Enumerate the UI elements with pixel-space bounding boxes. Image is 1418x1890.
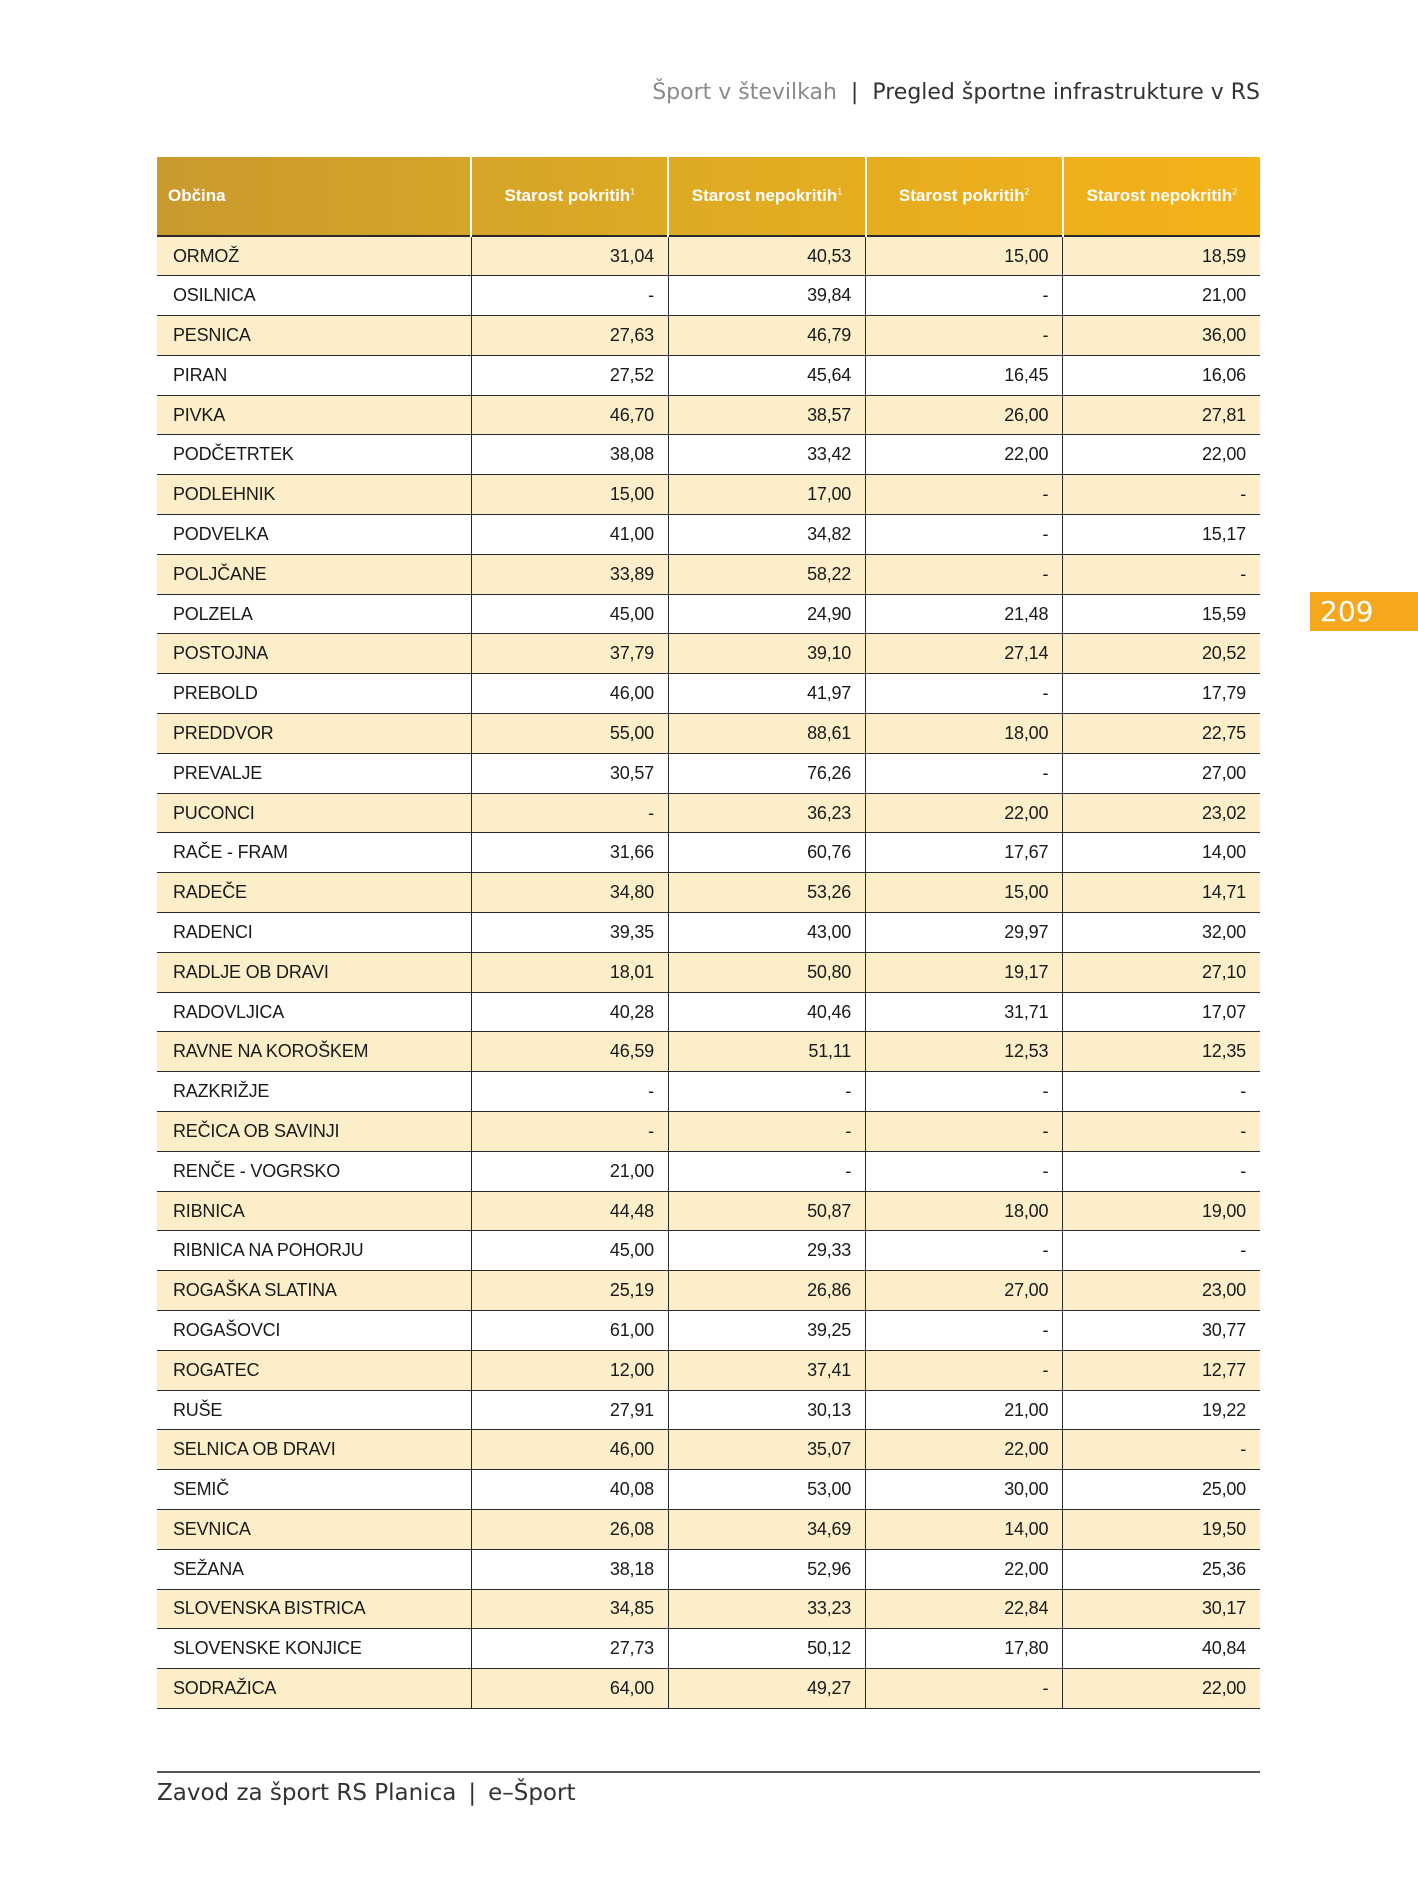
table-row — [157, 1032, 1260, 1072]
age-value: 52,96 — [668, 1549, 865, 1589]
age-value: 22,00 — [866, 1549, 1063, 1589]
age-value: 21,00 — [1063, 276, 1260, 316]
age-value: - — [1063, 1151, 1260, 1191]
municipality-name: PREBOLD — [157, 674, 471, 714]
age-value: 17,07 — [1063, 992, 1260, 1032]
age-value: 14,71 — [1063, 873, 1260, 913]
age-value: 27,63 — [471, 316, 668, 356]
age-value: - — [471, 276, 668, 316]
municipality-name: RUŠE — [157, 1390, 471, 1430]
table-row — [157, 594, 1260, 634]
age-value: 39,25 — [668, 1311, 865, 1351]
age-value: 46,00 — [471, 674, 668, 714]
age-value: 27,52 — [471, 355, 668, 395]
age-value: 37,41 — [668, 1350, 865, 1390]
table-row — [157, 1430, 1260, 1470]
age-value: - — [866, 674, 1063, 714]
table-row — [157, 1151, 1260, 1191]
page-number-tab — [1310, 592, 1418, 631]
age-value: 60,76 — [668, 833, 865, 873]
table-row — [157, 1072, 1260, 1112]
table-header — [157, 157, 1260, 236]
municipality-name: PUCONCI — [157, 793, 471, 833]
age-value: 16,45 — [866, 355, 1063, 395]
table-row — [157, 674, 1260, 714]
municipality-name: PODLEHNIK — [157, 475, 471, 515]
table-row — [157, 1510, 1260, 1550]
age-value: 44,48 — [471, 1191, 668, 1231]
municipality-name: REČICA OB SAVINJI — [157, 1112, 471, 1152]
column-header-label: Starost pokritih — [898, 186, 1025, 205]
municipality-name: PREDDVOR — [157, 714, 471, 754]
age-value: 23,00 — [1063, 1271, 1260, 1311]
table-row — [157, 873, 1260, 913]
municipality-name: PIVKA — [157, 395, 471, 435]
age-value: 40,08 — [471, 1470, 668, 1510]
municipality-name: SELNICA OB DRAVI — [157, 1430, 471, 1470]
table-row — [157, 1191, 1260, 1231]
age-value: 50,80 — [668, 952, 865, 992]
age-value: 26,86 — [668, 1271, 865, 1311]
municipality-name: RADENCI — [157, 913, 471, 953]
municipality-name: RADEČE — [157, 873, 471, 913]
age-value: 26,00 — [866, 395, 1063, 435]
age-value: 49,27 — [668, 1669, 865, 1709]
municipality-name: RAZKRIŽJE — [157, 1072, 471, 1112]
column-header-label: Občina — [168, 186, 226, 205]
municipality-name: OSILNICA — [157, 276, 471, 316]
column-header-3 — [866, 157, 1063, 236]
table-row — [157, 1311, 1260, 1351]
municipality-name: RAVNE NA KOROŠKEM — [157, 1032, 471, 1072]
age-value: 27,10 — [1063, 952, 1260, 992]
age-value: 12,53 — [866, 1032, 1063, 1072]
age-value: 33,89 — [471, 554, 668, 594]
age-value: 41,97 — [668, 674, 865, 714]
municipality-name: SLOVENSKA BISTRICA — [157, 1589, 471, 1629]
age-value: 88,61 — [668, 714, 865, 754]
municipality-name: SLOVENSKE KONJICE — [157, 1629, 471, 1669]
municipality-name: SEVNICA — [157, 1510, 471, 1550]
age-value: - — [471, 1112, 668, 1152]
footer-product: e–Šport — [488, 1780, 576, 1806]
footer-publisher: Zavod za šport RS Planica — [157, 1780, 457, 1806]
column-header-2 — [668, 157, 865, 236]
age-value: 39,84 — [668, 276, 865, 316]
table-row — [157, 236, 1260, 276]
age-value: 15,00 — [866, 236, 1063, 276]
age-value: 61,00 — [471, 1311, 668, 1351]
column-header-label: Starost nepokritih — [691, 186, 838, 205]
age-value: 26,08 — [471, 1510, 668, 1550]
age-value: - — [471, 793, 668, 833]
age-value: 37,79 — [471, 634, 668, 674]
age-value: 36,00 — [1063, 316, 1260, 356]
age-value: 12,35 — [1063, 1032, 1260, 1072]
age-value: 30,13 — [668, 1390, 865, 1430]
table-row — [157, 435, 1260, 475]
age-value: 40,53 — [668, 236, 865, 276]
age-value: 17,79 — [1063, 674, 1260, 714]
municipality-name: ROGAŠKA SLATINA — [157, 1271, 471, 1311]
table-row — [157, 1350, 1260, 1390]
age-value: 36,23 — [668, 793, 865, 833]
age-value: 12,77 — [1063, 1350, 1260, 1390]
age-value: 46,00 — [471, 1430, 668, 1470]
municipality-name: PESNICA — [157, 316, 471, 356]
page-number: 209 — [1320, 595, 1374, 628]
age-value: 24,90 — [668, 594, 865, 634]
municipality-name: SODRAŽICA — [157, 1669, 471, 1709]
table-row — [157, 714, 1260, 754]
age-value: 19,22 — [1063, 1390, 1260, 1430]
table-row — [157, 395, 1260, 435]
age-value: 34,69 — [668, 1510, 865, 1550]
age-value: 46,70 — [471, 395, 668, 435]
age-value: 76,26 — [668, 753, 865, 793]
age-value: 17,80 — [866, 1629, 1063, 1669]
age-value: - — [866, 515, 1063, 555]
table-row — [157, 1271, 1260, 1311]
table-row — [157, 475, 1260, 515]
column-header-4 — [1063, 157, 1260, 236]
age-value: 19,50 — [1063, 1510, 1260, 1550]
age-value: 55,00 — [471, 714, 668, 754]
age-value: - — [668, 1151, 865, 1191]
age-value: - — [1063, 1112, 1260, 1152]
age-value: 21,48 — [866, 594, 1063, 634]
municipality-name: PREVALJE — [157, 753, 471, 793]
column-header-municipality — [157, 157, 471, 236]
age-value: 64,00 — [471, 1669, 668, 1709]
table-row — [157, 1629, 1260, 1669]
municipality-name: PIRAN — [157, 355, 471, 395]
age-value: 27,00 — [1063, 753, 1260, 793]
age-value: 31,04 — [471, 236, 668, 276]
age-value: - — [1063, 1231, 1260, 1271]
age-value: - — [668, 1112, 865, 1152]
age-value: - — [471, 1072, 668, 1112]
age-value: 45,64 — [668, 355, 865, 395]
municipality-age-table — [157, 157, 1260, 1709]
age-value: 14,00 — [1063, 833, 1260, 873]
age-value: 22,75 — [1063, 714, 1260, 754]
age-value: 46,79 — [668, 316, 865, 356]
table-row — [157, 355, 1260, 395]
table-row — [157, 1112, 1260, 1152]
age-value: 18,01 — [471, 952, 668, 992]
table-row — [157, 1470, 1260, 1510]
age-value: 27,73 — [471, 1629, 668, 1669]
age-value: 34,82 — [668, 515, 865, 555]
age-value: - — [866, 554, 1063, 594]
column-header-label: Starost nepokritih — [1086, 186, 1233, 205]
footnote-marker: 2 — [1232, 186, 1238, 197]
age-value: - — [866, 1231, 1063, 1271]
municipality-name: RENČE - VOGRSKO — [157, 1151, 471, 1191]
age-value: 51,11 — [668, 1032, 865, 1072]
age-value: 30,57 — [471, 753, 668, 793]
age-value: - — [866, 1112, 1063, 1152]
age-value: - — [1063, 475, 1260, 515]
municipality-name: POLZELA — [157, 594, 471, 634]
age-value: 15,17 — [1063, 515, 1260, 555]
municipality-name: POSTOJNA — [157, 634, 471, 674]
table-row — [157, 554, 1260, 594]
age-value: 17,00 — [668, 475, 865, 515]
table-row — [157, 753, 1260, 793]
header-title: Pregled športne infrastrukture v RS — [872, 80, 1260, 105]
age-value: 27,00 — [866, 1271, 1063, 1311]
age-value: - — [866, 1072, 1063, 1112]
table-row — [157, 634, 1260, 674]
age-value: - — [866, 1669, 1063, 1709]
age-value: - — [866, 316, 1063, 356]
age-value: 14,00 — [866, 1510, 1063, 1550]
table-row — [157, 515, 1260, 555]
age-value: 18,00 — [866, 1191, 1063, 1231]
age-value: 46,59 — [471, 1032, 668, 1072]
age-value: 22,00 — [1063, 435, 1260, 475]
age-value: - — [1063, 1430, 1260, 1470]
table-row — [157, 316, 1260, 356]
municipality-name: ROGATEC — [157, 1350, 471, 1390]
age-value: 16,06 — [1063, 355, 1260, 395]
age-value: - — [866, 1151, 1063, 1191]
age-value: - — [866, 753, 1063, 793]
age-value: 45,00 — [471, 1231, 668, 1271]
column-header-1 — [471, 157, 668, 236]
age-value: 22,00 — [866, 793, 1063, 833]
age-value: 27,91 — [471, 1390, 668, 1430]
age-value: - — [866, 1350, 1063, 1390]
age-value: 38,18 — [471, 1549, 668, 1589]
age-value: - — [1063, 554, 1260, 594]
age-value: 53,00 — [668, 1470, 865, 1510]
table-row — [157, 992, 1260, 1032]
footnote-marker: 2 — [1024, 186, 1030, 197]
column-header-label: Starost pokritih — [504, 186, 631, 205]
age-value: 33,42 — [668, 435, 865, 475]
age-value: 38,08 — [471, 435, 668, 475]
header-section: Šport v številkah — [652, 80, 837, 105]
age-value: 29,97 — [866, 913, 1063, 953]
age-value: 35,07 — [668, 1430, 865, 1470]
age-value: 18,00 — [866, 714, 1063, 754]
age-value: 27,81 — [1063, 395, 1260, 435]
footer-separator: | — [468, 1780, 477, 1806]
municipality-name: RADLJE OB DRAVI — [157, 952, 471, 992]
age-value: 41,00 — [471, 515, 668, 555]
age-value: 15,00 — [866, 873, 1063, 913]
municipality-name: SEMIČ — [157, 1470, 471, 1510]
age-value: 20,52 — [1063, 634, 1260, 674]
age-value: 18,59 — [1063, 236, 1260, 276]
age-value: 25,00 — [1063, 1470, 1260, 1510]
age-value: 38,57 — [668, 395, 865, 435]
table-row — [157, 833, 1260, 873]
age-value: 34,80 — [471, 873, 668, 913]
age-value: 22,84 — [866, 1589, 1063, 1629]
municipality-name: ORMOŽ — [157, 236, 471, 276]
age-value: 15,59 — [1063, 594, 1260, 634]
age-value: - — [668, 1072, 865, 1112]
age-value: 27,14 — [866, 634, 1063, 674]
age-value: 40,46 — [668, 992, 865, 1032]
age-value: - — [866, 276, 1063, 316]
age-value: 22,00 — [866, 1430, 1063, 1470]
age-value: 23,02 — [1063, 793, 1260, 833]
age-value: 21,00 — [471, 1151, 668, 1191]
age-value: 58,22 — [668, 554, 865, 594]
table-row — [157, 1390, 1260, 1430]
table-row — [157, 913, 1260, 953]
age-value: 21,00 — [866, 1390, 1063, 1430]
age-value: 31,66 — [471, 833, 668, 873]
footnote-marker: 1 — [837, 186, 843, 197]
age-value: 40,84 — [1063, 1629, 1260, 1669]
municipality-name: SEŽANA — [157, 1549, 471, 1589]
age-value: 12,00 — [471, 1350, 668, 1390]
age-value: 17,67 — [866, 833, 1063, 873]
footer-divider — [157, 1771, 1260, 1773]
table-row — [157, 1231, 1260, 1271]
table-body — [157, 236, 1260, 1708]
age-value: 19,17 — [866, 952, 1063, 992]
table-row — [157, 793, 1260, 833]
age-value: - — [866, 1311, 1063, 1351]
table-row — [157, 1669, 1260, 1709]
municipality-name: PODČETRTEK — [157, 435, 471, 475]
table-row — [157, 276, 1260, 316]
age-value: 43,00 — [668, 913, 865, 953]
age-value: 19,00 — [1063, 1191, 1260, 1231]
municipality-name: PODVELKA — [157, 515, 471, 555]
age-value: 33,23 — [668, 1589, 865, 1629]
age-value: 50,12 — [668, 1629, 865, 1669]
age-value: 29,33 — [668, 1231, 865, 1271]
municipality-name: POLJČANE — [157, 554, 471, 594]
age-value: 25,36 — [1063, 1549, 1260, 1589]
running-header — [652, 80, 1260, 105]
table-row — [157, 952, 1260, 992]
municipality-name: RADOVLJICA — [157, 992, 471, 1032]
municipality-name: RIBNICA NA POHORJU — [157, 1231, 471, 1271]
age-value: 30,77 — [1063, 1311, 1260, 1351]
age-value: 39,35 — [471, 913, 668, 953]
table-row — [157, 1549, 1260, 1589]
age-value: 53,26 — [668, 873, 865, 913]
age-value: 15,00 — [471, 475, 668, 515]
age-value: - — [1063, 1072, 1260, 1112]
municipality-name: RIBNICA — [157, 1191, 471, 1231]
age-value: - — [866, 475, 1063, 515]
age-value: 50,87 — [668, 1191, 865, 1231]
municipality-name: RAČE - FRAM — [157, 833, 471, 873]
age-value: 39,10 — [668, 634, 865, 674]
age-value: 30,17 — [1063, 1589, 1260, 1629]
footnote-marker: 1 — [630, 186, 636, 197]
age-value: 22,00 — [866, 435, 1063, 475]
age-value: 30,00 — [866, 1470, 1063, 1510]
municipality-name: ROGAŠOVCI — [157, 1311, 471, 1351]
age-value: 45,00 — [471, 594, 668, 634]
age-value: 31,71 — [866, 992, 1063, 1032]
page-footer — [157, 1780, 575, 1806]
age-value: 25,19 — [471, 1271, 668, 1311]
header-separator: | — [850, 80, 859, 105]
age-value: 34,85 — [471, 1589, 668, 1629]
age-value: 22,00 — [1063, 1669, 1260, 1709]
age-value: 32,00 — [1063, 913, 1260, 953]
age-value: 40,28 — [471, 992, 668, 1032]
table-row — [157, 1589, 1260, 1629]
